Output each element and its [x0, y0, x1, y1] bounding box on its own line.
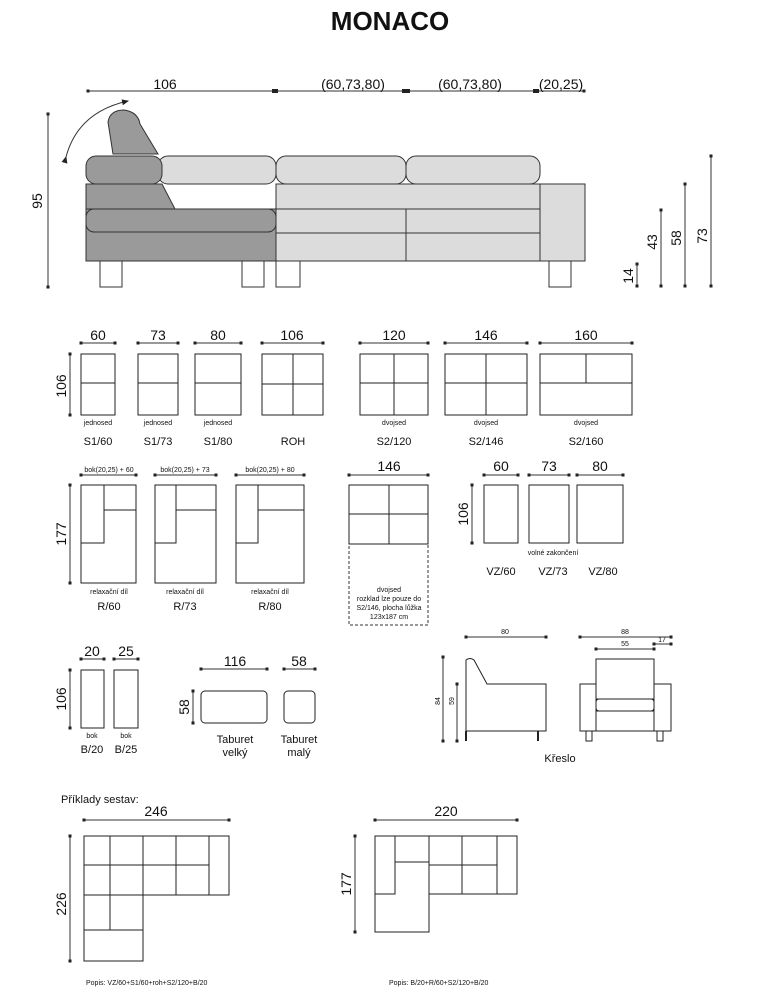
dim-sleeper: 146 [377, 458, 401, 474]
head-r-73: bok(20,25) + 73 [160, 467, 210, 474]
dim-kreslo-armrest: 17 [658, 637, 666, 644]
code-r-80: R/80 [258, 601, 282, 613]
type-label: volné zakončení [527, 550, 579, 557]
page-title: MONACO [330, 6, 450, 36]
taburet-maly-name: malý [287, 747, 311, 759]
dim-kreslo-arm: 59 [449, 697, 456, 705]
code-roh: ROH [280, 436, 306, 448]
code-s1-60: S1/60 [83, 436, 113, 448]
dim-ex2-width: 220 [434, 803, 458, 819]
taburet-velky-name: velký [222, 747, 248, 759]
dim-taburet-velky: 116 [223, 653, 247, 669]
dim-roh: 106 [280, 327, 304, 343]
dim-side-panel: (20,25) [538, 76, 584, 92]
dim-s1-60: 60 [90, 327, 106, 343]
dim-relax-depth: 177 [53, 522, 69, 546]
type-label: dvojsed [473, 420, 499, 427]
dim-ex2-depth: 177 [338, 872, 354, 896]
example-1 [53, 803, 229, 987]
dim-bok-depth: 106 [53, 687, 69, 711]
dim-total-height: 73 [694, 228, 710, 244]
dim-ex1-depth: 226 [53, 892, 69, 916]
taburet-velky-name: Taburet [216, 734, 254, 746]
dim-kreslo-seat: 55 [621, 641, 629, 648]
code-bok-25: B/25 [114, 744, 138, 756]
dim-module-1: (60,73,80) [321, 76, 385, 92]
dim-bok-25: 25 [118, 643, 134, 659]
dim-seat-depth: 106 [153, 76, 177, 92]
dim-row1-depth: 106 [53, 374, 69, 398]
head-r-60: bok(20,25) + 60 [84, 467, 134, 474]
sleeper-note: S2/146, plocha lůžka [356, 605, 422, 612]
dim-vz-60: 60 [493, 458, 509, 474]
sofa-front-view [29, 76, 585, 287]
examples-heading: Příklady sestav: [61, 794, 139, 806]
sleeper-note: rozklad lze pouze do [356, 596, 422, 603]
dim-back-height: 58 [668, 230, 684, 246]
dim-s1-80: 80 [210, 327, 226, 343]
type-label: dvojsed [381, 420, 407, 427]
dim-seat-height: 43 [644, 234, 660, 250]
dim-s2-120: 120 [382, 327, 406, 343]
dim-kreslo-width: 88 [621, 629, 629, 636]
taburet-maly-name: Taburet [280, 734, 318, 746]
sleeper-note: 123x187 cm [369, 614, 409, 621]
code-s2-160: S2/160 [568, 436, 604, 448]
dim-module-2: (60,73,80) [438, 76, 502, 92]
row-relax-modules [53, 458, 623, 625]
code-r-60: R/60 [97, 601, 121, 613]
dim-leg-height: 14 [620, 268, 636, 284]
dim-s2-160: 160 [574, 327, 598, 343]
dim-vz-depth: 106 [455, 502, 471, 526]
type-label: relaxační díl [251, 589, 289, 596]
dim-ex1-width: 246 [144, 803, 168, 819]
code-s2-120: S2/120 [376, 436, 412, 448]
dim-s1-73: 73 [150, 327, 166, 343]
dim-height: 95 [29, 193, 45, 209]
type-label: dvojsed [573, 420, 599, 427]
dim-taburet-depth: 58 [176, 699, 192, 715]
head-r-80: bok(20,25) + 80 [245, 467, 295, 474]
dim-kreslo-depth: 80 [501, 629, 509, 636]
kreslo-name: Křeslo [544, 753, 576, 765]
dim-bok-20: 20 [84, 643, 100, 659]
code-s1-80: S1/80 [203, 436, 233, 448]
row-accessories [53, 629, 671, 765]
code-vz-60: VZ/60 [486, 566, 516, 578]
type-label: jednosed [83, 420, 113, 427]
dim-s2-146: 146 [474, 327, 498, 343]
dim-taburet-maly: 58 [291, 653, 307, 669]
sleeper-note: dvojsed [376, 587, 402, 594]
code-bok-20: B/20 [80, 744, 104, 756]
row-seat-modules [53, 327, 632, 448]
type-label: bok [86, 733, 98, 740]
example-2 [338, 803, 517, 987]
code-r-73: R/73 [173, 601, 197, 613]
ex1-caption: Popis: VZ/60+S1/60+roh+S2/120+B/20 [86, 980, 208, 987]
code-vz-80: VZ/80 [588, 566, 618, 578]
code-s1-73: S1/73 [143, 436, 173, 448]
code-vz-73: VZ/73 [538, 566, 568, 578]
type-label: relaxační díl [166, 589, 204, 596]
type-label: jednosed [203, 420, 233, 427]
code-s2-146: S2/146 [468, 436, 504, 448]
dim-vz-80: 80 [592, 458, 608, 474]
type-label: bok [120, 733, 132, 740]
dim-kreslo-height: 84 [435, 697, 442, 705]
ex2-caption: Popis: B/20+R/60+S2/120+B/20 [389, 980, 489, 987]
dim-vz-73: 73 [541, 458, 557, 474]
height-dimensions [620, 156, 711, 286]
type-label: jednosed [143, 420, 173, 427]
type-label: relaxační díl [90, 589, 128, 596]
